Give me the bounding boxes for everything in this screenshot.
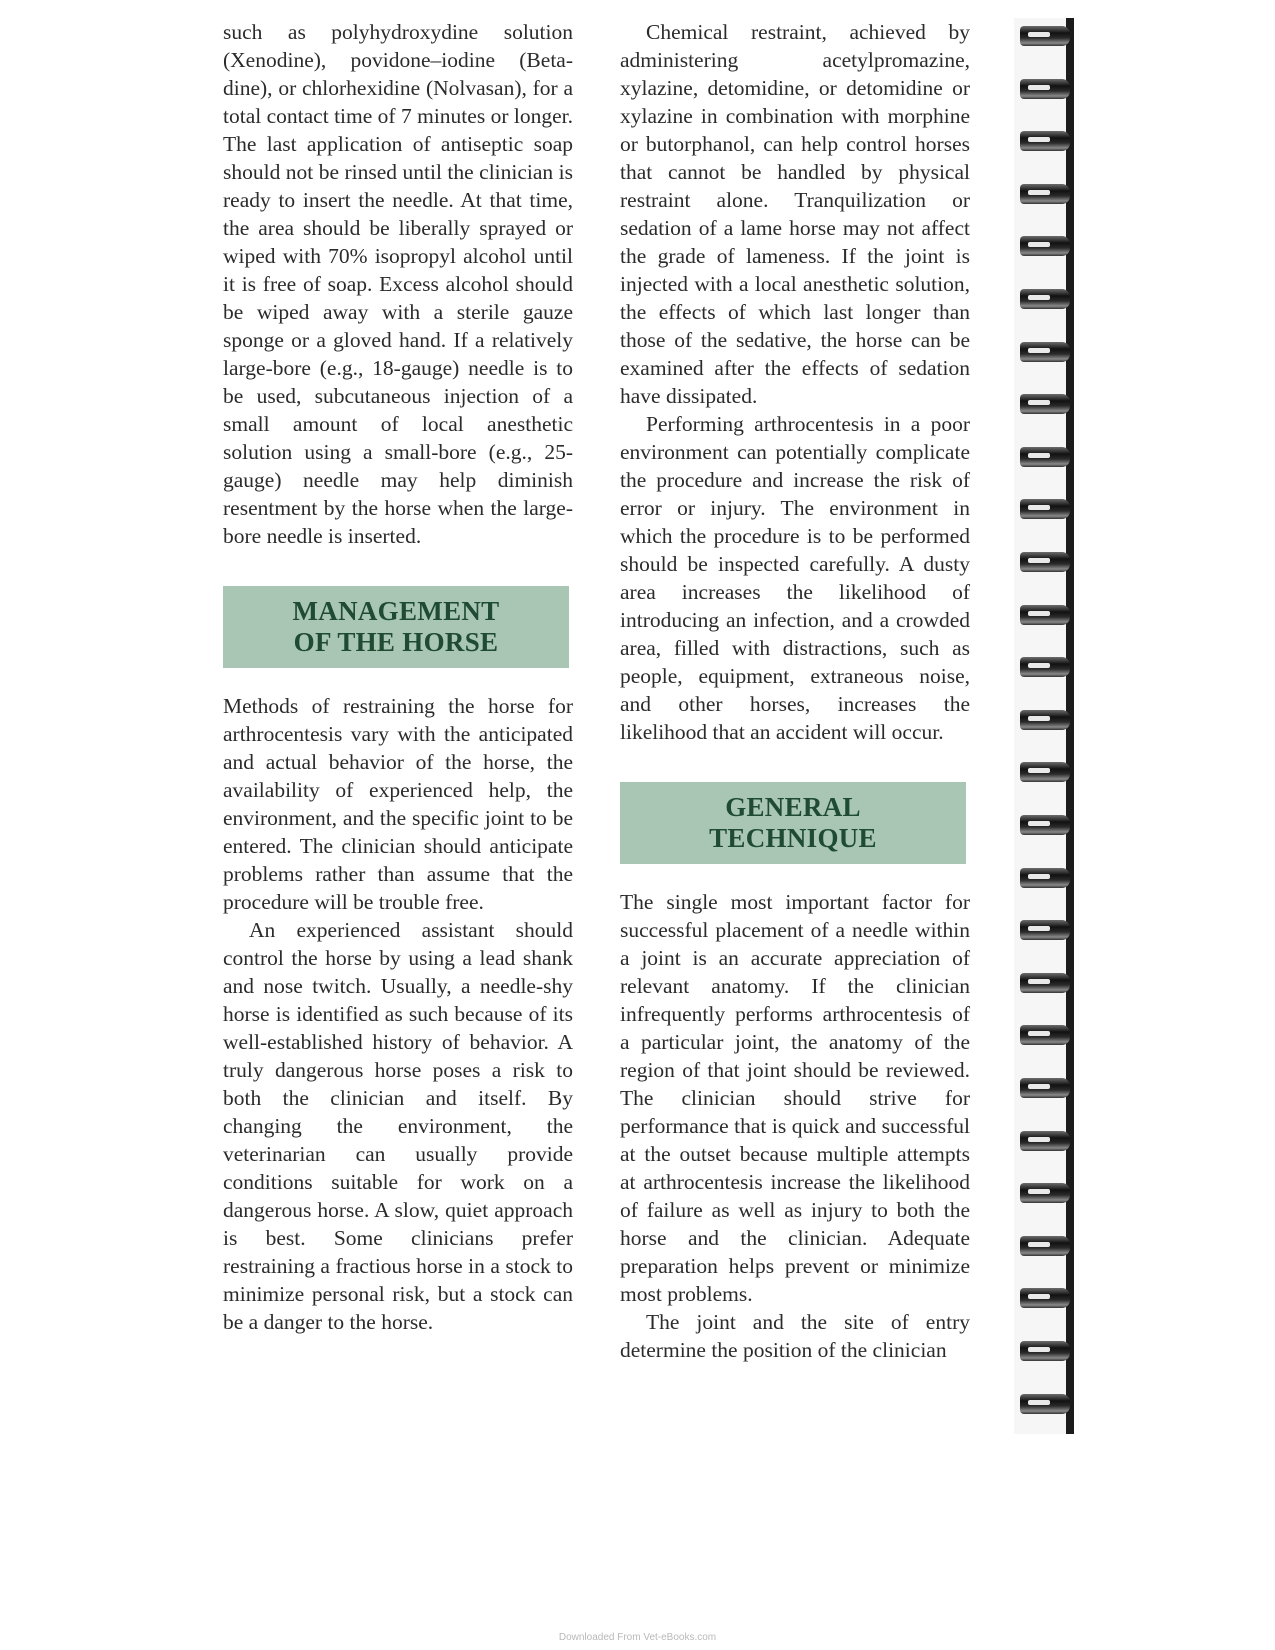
spiral-coil [1020,762,1070,782]
left-paragraph-3: An experienced assistant should control the horse by using a lead shank and nose twitch. Usually, a needle-shy horse is identified as such because of its well-established history of behavior. A truly dangerous horse poses a risk to both the clinician and itself. By changing the environment, the veterinarian can usually provide conditions suitable for work on a dangerous horse. A slow, quiet approach is best. Some clinicians prefer restraining a fractious horse in a stock to minimize personal risk, but a stock can be a danger to the horse. [223,918,573,1334]
section-heading-general-technique [620,782,966,864]
spiral-coil [1020,236,1070,256]
spiral-coil [1020,26,1070,46]
spiral-binding [1014,18,1074,1434]
spiral-coil [1020,1183,1070,1203]
spiral-coil [1020,499,1070,519]
spiral-coil [1020,1025,1070,1045]
spiral-coil [1020,1131,1070,1151]
spiral-coil [1020,342,1070,362]
heading-line-2: TECHNIQUE [709,823,877,853]
download-footer: Downloaded From Vet-eBooks.com [558,1632,717,1643]
spiral-coil [1020,1288,1070,1308]
heading-line-1: GENERAL [725,792,861,822]
right-column [620,18,970,1364]
right-paragraph-1: Chemical restraint, achieved by administering acetylpromazine, xylazine, detomidine, or detomidine or xylazine in combination with morphine or butorphanol, can help control horses that cannot be handled by physical restraint alone. Tranquilization or sedation of a lame horse may not affect the grade of lameness. If the joint is injected with a local anesthetic solution, the effects of which last longer than those of the sedative, the horse can be examined after the effects of sedation have dissipated. [620,20,970,408]
section-heading-management [223,586,569,668]
right-paragraph-2: Performing arthrocentesis in a poor environment can potentially complicate the procedure and increase the risk of error or injury. The environment in which the procedure is to be performed should be inspected carefully. A dusty area increases the likelihood of introducing an infection, and a crowded area, filled with distractions, such as people, equipment, extraneous noise, and other horses, increases the likelihood that an accident will occur. [620,412,970,744]
left-paragraph-2: Methods of restraining the horse for arthrocentesis vary with the anticipated and actual behavior of the horse, the availability of experienced help, the environment, and the specific joint to be entered. The clinician should anticipate problems rather than assume that the procedure will be trouble free. [223,694,573,914]
spiral-coil [1020,79,1070,99]
spiral-coil [1020,1341,1070,1361]
spiral-coil [1020,710,1070,730]
spiral-coil [1020,552,1070,572]
left-paragraph-1: such as polyhydroxydine solution (Xenodine), povidone–iodine (Beta-dine), or chlorhexidine (Nolvasan), for a total contact time of 7 minutes or longer. The last application of antiseptic soap should not be rinsed until the clinician is ready to insert the needle. At that time, the area should be liberally sprayed or wiped with 70% isopropyl alcohol until it is free of soap. Excess alcohol should be wiped away with a sterile gauze sponge or a gloved hand. If a relatively large-bore (e.g., 18-gauge) needle is to be used, subcutaneous injection of a small amount of local anesthetic solution using a small-bore (e.g., 25-gauge) needle may help diminish resentment by the horse when the large-bore needle is inserted. [223,20,573,548]
spiral-coil [1020,394,1070,414]
right-paragraph-3: The single most important factor for successful placement of a needle within a joint is an accurate appreciation of relevant anatomy. If the clinician infrequently performs arthrocentesis of a particular joint, the anatomy of the region of that joint should be reviewed. The clinician should strive for performance that is quick and successful at the outset because multiple attempts at arthrocentesis increase the likelihood of failure as well as injury to both the horse and the clinician. Adequate preparation helps prevent or minimize most problems. [620,890,970,1306]
right-paragraph-4: The joint and the site of entry determine the position of the clinician [620,1310,970,1362]
spiral-coil [1020,815,1070,835]
spiral-coil [1020,447,1070,467]
spiral-coil [1020,605,1070,625]
heading-line-2: OF THE HORSE [293,627,499,657]
spiral-coil [1020,868,1070,888]
spiral-coil [1020,1394,1070,1414]
spiral-coil [1020,131,1070,151]
spiral-coil [1020,1078,1070,1098]
left-column [223,18,573,1336]
heading-line-1: MANAGEMENT [292,596,500,626]
spiral-coil [1020,920,1070,940]
spiral-coil [1020,1236,1070,1256]
spiral-coil [1020,973,1070,993]
spiral-coil [1020,657,1070,677]
spiral-coil [1020,184,1070,204]
spiral-coil [1020,289,1070,309]
